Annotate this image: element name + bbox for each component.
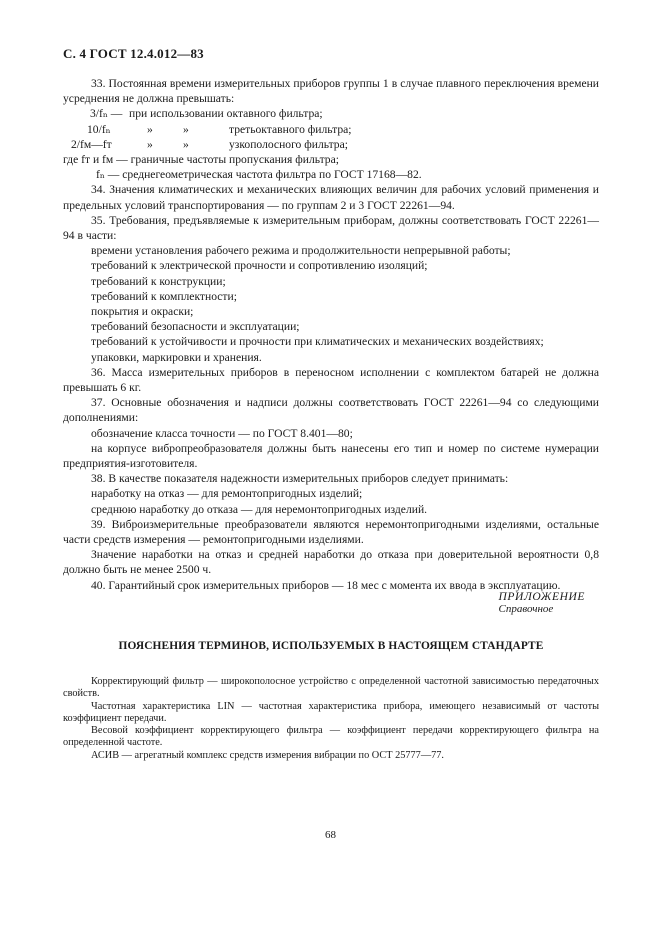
- page-header: С. 4 ГОСТ 12.4.012—83: [63, 46, 204, 61]
- req-item: покрытия и окраски;: [91, 305, 194, 318]
- paragraph-39: 39. Виброизмерительные преобразователи являются неремонтопригодными изделиями, остальные части средств измерения — ремонтопригодными изделиями.: [63, 517, 599, 547]
- paragraph-35: 35. Требования, предъявляемые к измерительным приборам, должны соответствовать ГОСТ 22261—94 в части:: [63, 213, 599, 242]
- terms-list: [63, 676, 599, 762]
- formula-octave: [63, 106, 599, 121]
- page-number: 68: [325, 829, 336, 841]
- paragraph-37-a: обозначение класса точности — по ГОСТ 8.401—80;: [91, 426, 353, 440]
- paragraph-38-a: наработку на отказ — для ремонтопригодных изделий;: [91, 487, 363, 501]
- term-item: Частотная характеристика LIN — частотная характеристика прибора, имеющего независимый от частоты коэффициент передачи.: [63, 700, 599, 724]
- paragraph-38: 38. В качестве показателя надежности измерительных приборов следует принимать:: [91, 472, 509, 486]
- appendix-title: ПРИЛОЖЕНИЕ: [498, 591, 585, 603]
- formula-text: третьоктавного фильтра;: [229, 122, 352, 136]
- req-item: требований к конструкции;: [91, 274, 226, 288]
- req-item: упаковки, маркировки и хранения.: [91, 350, 262, 364]
- req-item: требований к комплектности;: [91, 289, 237, 303]
- term-item: АСИВ — агрегатный комплекс средств измерения вибрации по ОСТ 25777—77.: [91, 749, 444, 761]
- req-item: требований к устойчивости и прочности при климатических и механических воздействиях;: [91, 335, 544, 349]
- paragraph-40: 40. Гарантийный срок измерительных приборов — 18 мес с момента их ввода в эксплуатацию.: [91, 578, 561, 592]
- formula-expr: 10/fₙ: [87, 122, 111, 136]
- formula-narrowband: [63, 137, 599, 152]
- req-item: времени установления рабочего режима и продолжительности непрерывной работы;: [91, 244, 511, 258]
- paragraph-38-b: среднюю наработку до отказа — для неремонтопригодных изделий.: [91, 502, 428, 516]
- formula-expr: 3/fₙ —: [90, 107, 123, 121]
- main-text: [63, 76, 599, 593]
- paragraph-33: 33. Постоянная времени измерительных приборов группы 1 в случае плавного переключения времени усреднения не должна превышать:: [63, 77, 599, 106]
- ditto-mark: »: [147, 122, 153, 136]
- req-item: требований безопасности и эксплуатации;: [91, 320, 300, 334]
- where-line-2: fₙ — среднегеометрическая частота фильтра по ГОСТ 17168—82.: [96, 168, 422, 182]
- paragraph-37-b: на корпусе вибропреобразователя должны быть нанесены его тип и номер по системе нумерации предприятия-изготовителя.: [63, 441, 599, 471]
- formula-expr: 2/fм—fт: [71, 137, 112, 151]
- paragraph-34: 34. Значения климатических и механических влияющих величин для рабочих условий применения и предельных условий транспортирования — по группам 2 и 3 ГОСТ 22261—94.: [63, 183, 599, 212]
- formula-text: при использовании октавного фильтра;: [129, 107, 323, 121]
- formula-third-octave: [63, 122, 599, 137]
- ditto-mark: »: [183, 122, 189, 136]
- paragraph-37: 37. Основные обозначения и надписи должны соответствовать ГОСТ 22261—94 со следующими дополнениями:: [63, 396, 599, 425]
- term-item: Корректирующий фильтр — широкополосное устройство с определенной частотной зависимостью передаточных свойств.: [63, 676, 599, 700]
- terms-heading: ПОЯСНЕНИЯ ТЕРМИНОВ, ИСПОЛЬЗУЕМЫХ В НАСТОЯЩЕМ СТАНДАРТЕ: [118, 640, 544, 652]
- ditto-mark: »: [147, 137, 153, 151]
- paragraph-36: 36. Масса измерительных приборов в переносном исполнении с комплектом батарей не должна превышать 6 кг.: [63, 365, 599, 395]
- paragraph-39-b: Значение наработки на отказ и средней наработки до отказа при доверительной вероятности 0,8 должно быть не менее 2500 ч.: [63, 548, 599, 577]
- ditto-mark: »: [183, 137, 189, 151]
- term-item: Весовой коэффициент корректирующего фильтра — коэффициент передачи корректирующего фильтра на определенной частоте.: [63, 725, 599, 749]
- where-line-1: где fт и fм — граничные частоты пропускания фильтра;: [63, 152, 339, 166]
- appendix-label: [499, 591, 585, 615]
- formula-text: узкополосного фильтра;: [229, 137, 348, 151]
- appendix-subtitle: Справочное: [498, 603, 554, 615]
- req-item: требований к электрической прочности и сопротивлению изоляций;: [91, 259, 428, 273]
